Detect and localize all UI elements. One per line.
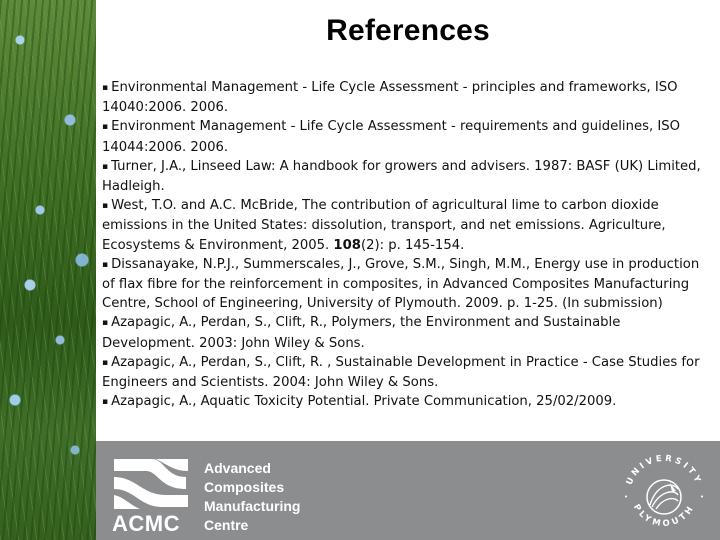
bullet-icon: ▪ xyxy=(102,397,109,408)
reference-text: Azapagic, A., Perdan, S., Clift, R. , Sustainable Development in Practice - Case Studies for Engineers and Scientists. 2004: John Wiley & Sons. xyxy=(102,354,700,391)
bullet-icon: ▪ xyxy=(102,318,109,329)
reference-text: Azapagic, A., Aquatic Toxicity Potential. Private Communication, 25/02/2009. xyxy=(111,394,617,410)
centre-name-line: Advanced xyxy=(204,460,271,476)
reference-item xyxy=(102,353,702,392)
centre-name-line: Composites xyxy=(204,479,285,495)
reference-text: West, T.O. and A.C. McBride, The contribution of agricultural lime to carbon dioxide emissions in the United States: dissolution, transport, and net emissions. Agriculture, Ecosystems & Environment, 2005. xyxy=(102,198,666,253)
reference-text-end: (2): p. 145-154. xyxy=(360,237,465,253)
reference-text: Turner, J.A., Linseed Law: A handbook for growers and advisers. 1987: BASF (UK) Limited, Hadleigh. xyxy=(102,158,701,195)
flax-field-photo xyxy=(0,0,96,540)
centre-name xyxy=(204,459,300,535)
footer-bar xyxy=(96,441,720,540)
svg-text:PLYMOUTH: PLYMOUTH xyxy=(630,502,698,530)
reference-item xyxy=(102,196,702,255)
reference-volume: 108 xyxy=(333,237,361,253)
reference-text: Environment Management - Life Cycle Assessment - requirements and guidelines, ISO 14044:2006. 2006. xyxy=(102,119,680,155)
bullet-icon: ▪ xyxy=(102,357,109,368)
reference-item xyxy=(102,117,702,156)
reference-item xyxy=(102,157,702,196)
reference-text: Azapagic, A., Perdan, S., Clift, R., Polymers, the Environment and Sustainable Development. 2003: John Wiley & Sons. xyxy=(102,315,621,351)
acmc-logo-icon xyxy=(112,455,190,513)
reference-text: Environmental Management - Life Cycle Assessment - principles and frameworks, ISO 14040:2006. 2006. xyxy=(102,80,678,116)
bullet-icon: ▪ xyxy=(102,259,109,270)
bullet-icon: ▪ xyxy=(102,201,109,212)
university-of-plymouth-seal-icon xyxy=(614,445,714,539)
reference-item xyxy=(102,78,702,117)
reference-list xyxy=(102,78,702,412)
bullet-icon: ▪ xyxy=(102,122,109,133)
centre-name-line: Manufacturing xyxy=(204,498,301,514)
centre-name-line: Centre xyxy=(204,517,249,533)
slide-title: References xyxy=(326,14,490,47)
bullet-icon: ▪ xyxy=(102,83,109,93)
reference-text: Dissanayake, N.P.J., Summerscales, J., Grove, S.M., Singh, M.M., Energy use in production of flax fibre for the reinforcement in composites, in Advanced Composites Manufacturing Centre, School of Engineering, University of Plymouth. 2009. p. 1-25. (In submission) xyxy=(102,256,700,312)
reference-item xyxy=(102,392,702,412)
bullet-icon: ▪ xyxy=(102,161,109,172)
svg-text:UNIVERSITY: UNIVERSITY xyxy=(624,453,704,487)
reference-item xyxy=(102,255,702,314)
svg-text:•: • xyxy=(700,493,705,501)
acmc-abbreviation: ACMC xyxy=(112,511,180,536)
reference-item xyxy=(102,313,702,352)
svg-text:•: • xyxy=(624,493,629,501)
